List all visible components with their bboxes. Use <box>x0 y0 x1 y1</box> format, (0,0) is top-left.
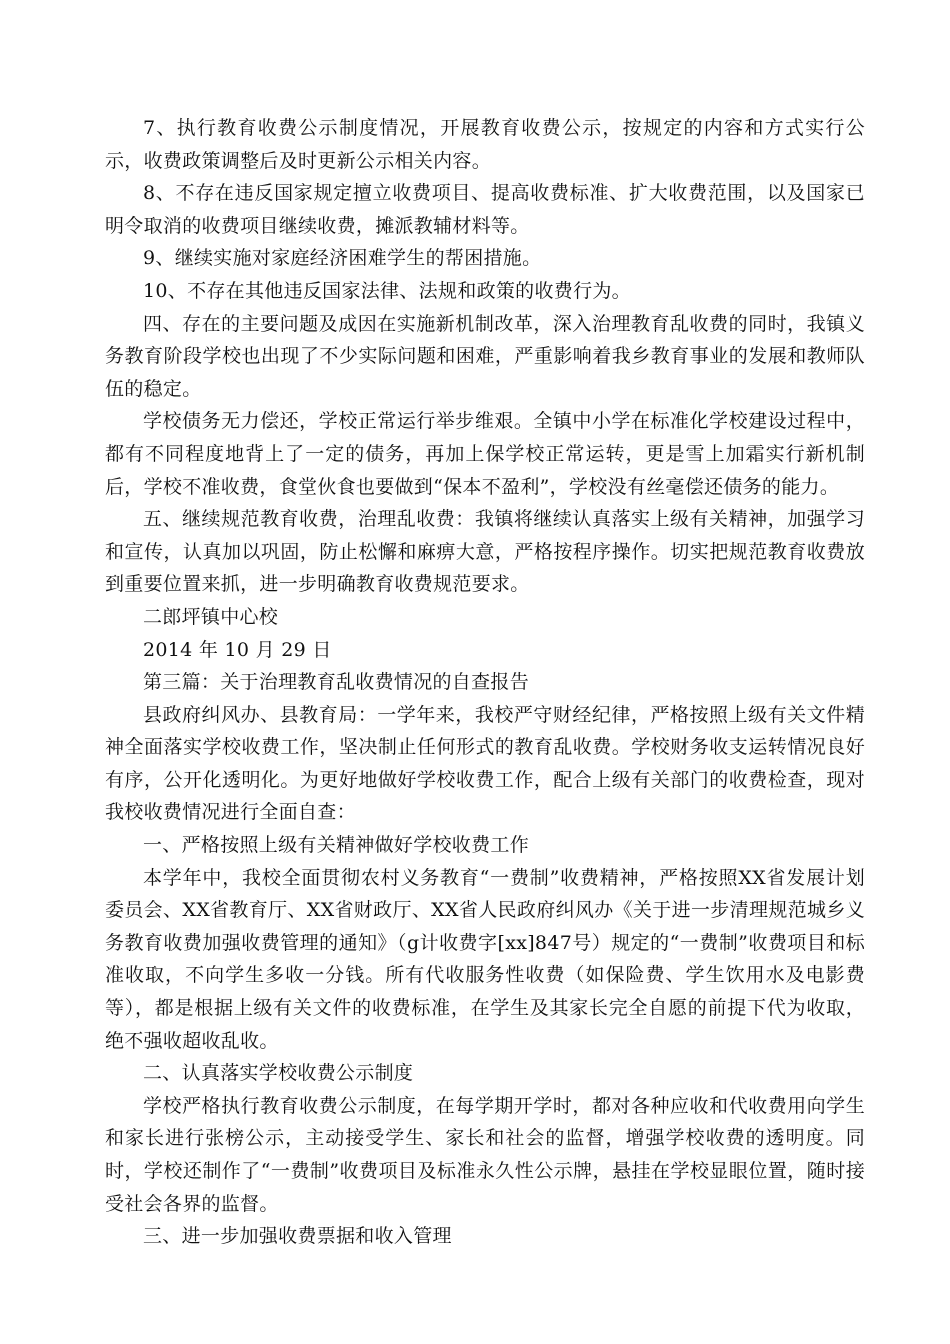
paragraph-part-1: 本学年中，我校全面贯彻农村义务教育“一费制”收费精神，严格按照XX省发展计划委员会、XX省教育厅、XX省财政厅、XX省人民政府纠风办《关于进一步清理规范城乡义务教育收费加强收费管理的通知》（g计收费字[xx]847号）规定的“一费制”收费项目和标准收取，不向学生多收一分钱。所有代收服务性收费（如保险费、学生饮用水及电影费等），都是根据上级有关文件的收费标准，在学生及其家长完全自愿的前提下代为收取，绝不强收超收乱收。 <box>105 866 865 1052</box>
signature-organization: 二郎坪镇中心校 <box>143 605 279 628</box>
article-title: 第三篇：关于治理教育乱收费情况的自查报告 <box>143 671 530 694</box>
paragraph-debt: 学校债务无力偿还，学校正常运行举步维艰。全镇中小学在标准化学校建设过程中，都有不同程度地背上了一定的债务，再加上保学校正常运转，更是雪上加霜实行新机制后，学校不准收费，食堂伙食也要做到“保本不盈利”，学校没有丝毫偿还债务的能力。 <box>105 410 865 498</box>
paragraph-item-7: 7、执行教育收费公示制度情况，开展教育收费公示，按规定的内容和方式实行公示，收费政策调整后及时更新公示相关内容。 <box>105 117 865 172</box>
heading-part-2: 二、认真落实学校收费公示制度 <box>143 1062 414 1085</box>
document-body <box>105 112 865 1253</box>
paragraph-section-5: 五、继续规范教育收费，治理乱收费：我镇将继续认真落实上级有关精神，加强学习和宣传，认真加以巩固，防止松懈和麻痹大意，严格按程序操作。切实把规范教育收费放到重要位置来抓，进一步明确教育收费规范要求。 <box>105 508 865 596</box>
paragraph-section-4: 四、存在的主要问题及成因在实施新机制改革，深入治理教育乱收费的同时，我镇义务教育阶段学校也出现了不少实际问题和困难，严重影响着我乡教育事业的发展和教师队伍的稳定。 <box>105 312 865 400</box>
heading-part-1: 一、严格按照上级有关精神做好学校收费工作 <box>143 834 530 857</box>
paragraph-part-2: 学校严格执行教育收费公示制度，在每学期开学时，都对各种应收和代收费用向学生和家长进行张榜公示，主动接受学生、家长和社会的监督，增强学校收费的透明度。同时，学校还制作了“一费制”收费项目及标准永久性公示牌，悬挂在学校显眼位置，随时接受社会各界的监督。 <box>105 1094 865 1215</box>
paragraph-item-9: 9、继续实施对家庭经济困难学生的帮困措施。 <box>143 247 542 270</box>
heading-part-3: 三、进一步加强收费票据和收入管理 <box>143 1225 452 1248</box>
paragraph-item-8: 8、不存在违反国家规定擅立收费项目、提高收费标准、扩大收费范围，以及国家已明令取消的收费项目继续收费，摊派教辅材料等。 <box>105 182 865 237</box>
paragraph-intro: 县政府纠风办、县教育局：一学年来，我校严守财经纪律，严格按照上级有关文件精神全面落实学校收费工作，坚决制止任何形式的教育乱收费。学校财务收支运转情况良好有序，公开化透明化。为更好地做好学校收费工作，配合上级有关部门的收费检查，现对我校收费情况进行全面自查： <box>105 703 865 824</box>
paragraph-item-10: 10、不存在其他违反国家法律、法规和政策的收费行为。 <box>143 279 631 302</box>
signature-date: 2014 年 10 月 29 日 <box>143 638 332 661</box>
